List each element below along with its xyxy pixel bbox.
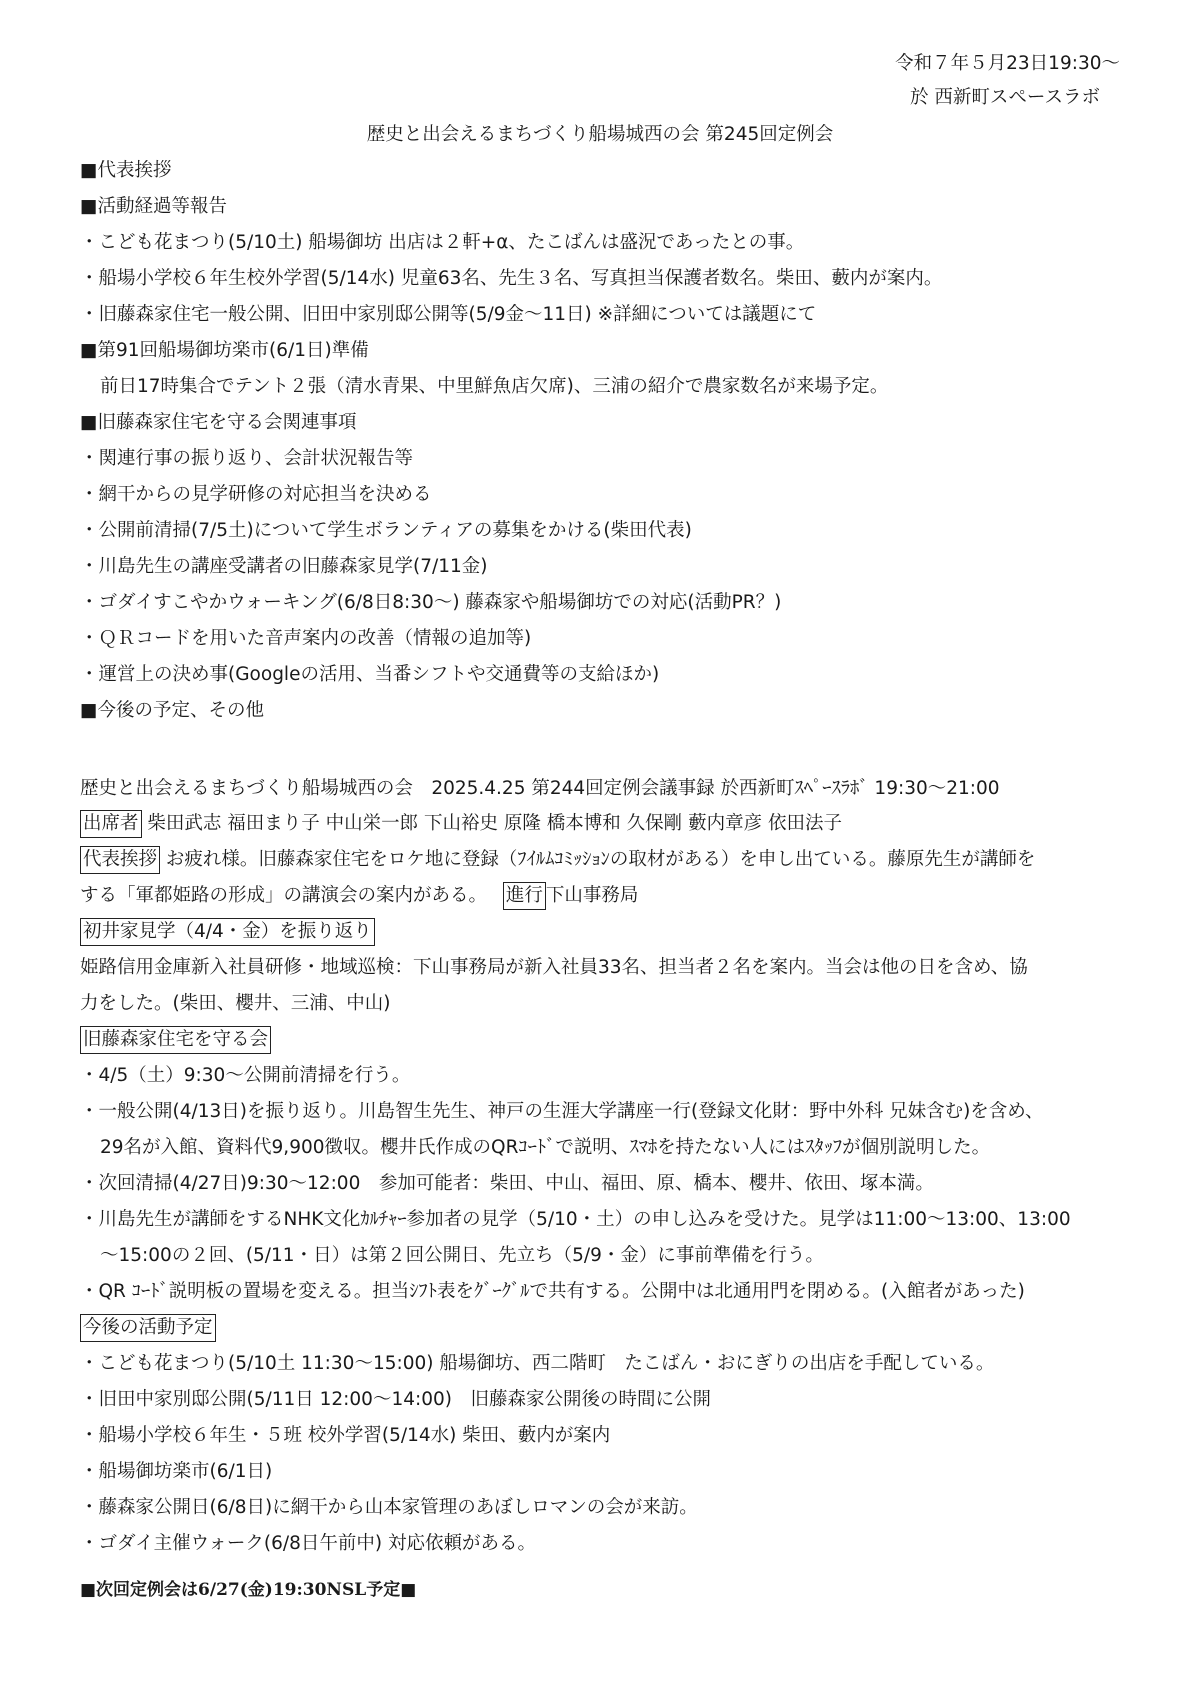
minutes-header: 歴史と出会えるまちづくり船場城西の会 2025.4.25 第244回定例会議事録 於西新町ｽﾍﾟｰｽﾗﾎﾞ 19:30～21:00 bbox=[80, 778, 1000, 799]
agenda-item: ■代表挨拶 bbox=[80, 160, 172, 181]
fujimori-item: ・次回清掃(4/27日)9:30～12:00 参加可能者：柴田、中山、福田、原、橋本、櫻井、依田、塚本満。 bbox=[80, 1173, 934, 1194]
agenda-item: ・船場小学校６年生校外学習(5/14水) 児童63名、先生３名、写真担当保護者数名。柴田、藪内が案内。 bbox=[80, 268, 943, 289]
fujimori-item: ・4/5（土）9:30～公開前清掃を行う。 bbox=[80, 1065, 411, 1086]
agenda-item: 前日17時集合でテント２張（清水青果、中里鮮魚店欠席)、三浦の紹介で農家数名が来場予定。 bbox=[100, 376, 889, 397]
greeting-row-2 bbox=[80, 882, 638, 910]
fujimori-item: ・川島先生が講師をするNHK文化ｶﾙﾁｬｰ参加者の見学（5/10・土）の申し込みを受けた。見学は11:00～13:00、13:00 bbox=[80, 1209, 1071, 1230]
attendees-row bbox=[80, 810, 842, 838]
fujimori-item: ・一般公開(4/13日)を振り返り。川島智生先生、神戸の生涯大学講座一行(登録文化財：野中外科 兄妹含む)を含め、 bbox=[80, 1101, 1044, 1122]
agenda-item: ・ＱＲコードを用いた音声案内の改善（情報の追加等) bbox=[80, 628, 532, 649]
hatsui-heading-row bbox=[80, 918, 375, 946]
fujimori-heading-row bbox=[80, 1026, 271, 1054]
fujimori-heading: 旧藤森家住宅を守る会 bbox=[80, 1026, 271, 1054]
future-item: ・こども花まつり(5/10土 11:30～15:00) 船場御坊、西二階町 たこばん・おにぎりの出店を手配している。 bbox=[80, 1353, 995, 1374]
chair-label: 進行 bbox=[503, 882, 546, 910]
agenda-item: ・運営上の決め事(Googleの活用、当番シフトや交通費等の支給ほか) bbox=[80, 664, 660, 685]
attendees-list: 柴田武志 福田まり子 中山栄一郎 下山裕史 原隆 橋本博和 久保剛 藪内章彦 依田法子 bbox=[141, 813, 842, 834]
future-item: ・船場小学校６年生・５班 校外学習(5/14水) 柴田、藪内が案内 bbox=[80, 1425, 611, 1446]
future-item: ・ゴダイ主催ウォーク(6/8日午前中) 対応依頼がある。 bbox=[80, 1533, 536, 1554]
agenda-item: ・網干からの見学研修の対応担当を決める bbox=[80, 484, 432, 505]
fujimori-item: 29名が入館、資料代9,900徴収。櫻井氏作成のQRｺｰﾄﾞで説明、ｽﾏﾎを持たない人にはｽﾀｯﾌが個別説明した。 bbox=[100, 1137, 991, 1158]
attendees-label: 出席者 bbox=[80, 810, 142, 838]
agenda-item: ・ゴダイすこやかウォーキング(6/8日8:30～) 藤森家や船場御坊での対応(活動PR？) bbox=[80, 592, 782, 613]
agenda-item: ・旧藤森家住宅一般公開、旧田中家別邸公開等(5/9金～11日) ※詳細については議題にて bbox=[80, 304, 817, 325]
agenda-item: ■活動経過等報告 bbox=[80, 196, 227, 217]
hatsui-text: 姫路信用金庫新入社員研修・地域巡検：下山事務局が新入社員33名、担当者２名を案内。当会は他の日を含め、協 bbox=[80, 957, 1028, 978]
agenda-item: ・こども花まつり(5/10土) 船場御坊 出店は２軒+α、たこばんは盛況であったとの事。 bbox=[80, 232, 805, 253]
greeting-label: 代表挨拶 bbox=[80, 846, 160, 874]
meeting-date: 令和７年５月23日19:30～ bbox=[895, 53, 1120, 74]
agenda-item: ■第91回船場御坊楽市(6/1日)準備 bbox=[80, 340, 369, 361]
fujimori-item: ～15:00の２回、(5/11・日）は第２回公開日、先立ち（5/9・金）に事前準備を行う。 bbox=[100, 1245, 824, 1266]
chair-name: 下山事務局 bbox=[545, 885, 639, 906]
agenda-item: ・公開前清掃(7/5土)について学生ボランティアの募集をかける(柴田代表) bbox=[80, 520, 692, 541]
future-heading-row bbox=[80, 1314, 216, 1342]
next-meeting-notice: ■次回定例会は6/27(金)19:30NSL予定■ bbox=[80, 1580, 417, 1600]
greeting-text-2: する「軍都姫路の形成」の講演会の案内がある。 bbox=[80, 885, 488, 906]
agenda-item: ■旧藤森家住宅を守る会関連事項 bbox=[80, 412, 357, 433]
future-item: ・船場御坊楽市(6/1日) bbox=[80, 1461, 273, 1482]
fujimori-item: ・QR ｺｰﾄﾞ説明板の置場を変える。担当ｼﾌﾄ表をｸﾞｰｸﾞﾙで共有する。公開中は北通用門を閉める。(入館者があった) bbox=[80, 1281, 1025, 1302]
greeting-text: お疲れ様。旧藤森家住宅をロケ地に登録（ﾌｲﾙﾑｺﾐｯｼｮﾝの取材がある）を申し出ている。藤原先生が講師を bbox=[160, 849, 1036, 870]
future-heading: 今後の活動予定 bbox=[80, 1314, 216, 1342]
document-title: 歴史と出会えるまちづくり船場城西の会 第245回定例会 bbox=[366, 124, 834, 145]
agenda-item: ■今後の予定、その他 bbox=[80, 700, 264, 721]
hatsui-text: 力をした。(柴田、櫻井、三浦、中山) bbox=[80, 993, 391, 1014]
hatsui-heading: 初井家見学（4/4・金）を振り返り bbox=[80, 918, 375, 946]
greeting-row bbox=[80, 846, 1035, 874]
agenda-item: ・関連行事の振り返り、会計状況報告等 bbox=[80, 448, 414, 469]
future-item: ・旧田中家別邸公開(5/11日 12:00～14:00) 旧藤森家公開後の時間に公開 bbox=[80, 1389, 711, 1410]
agenda-item: ・川島先生の講座受講者の旧藤森家見学(7/11金) bbox=[80, 556, 488, 577]
future-item: ・藤森家公開日(6/8日)に網干から山本家管理のあぼしロマンの会が来訪。 bbox=[80, 1497, 698, 1518]
meeting-venue: 於 西新町スペースラボ bbox=[910, 87, 1100, 108]
